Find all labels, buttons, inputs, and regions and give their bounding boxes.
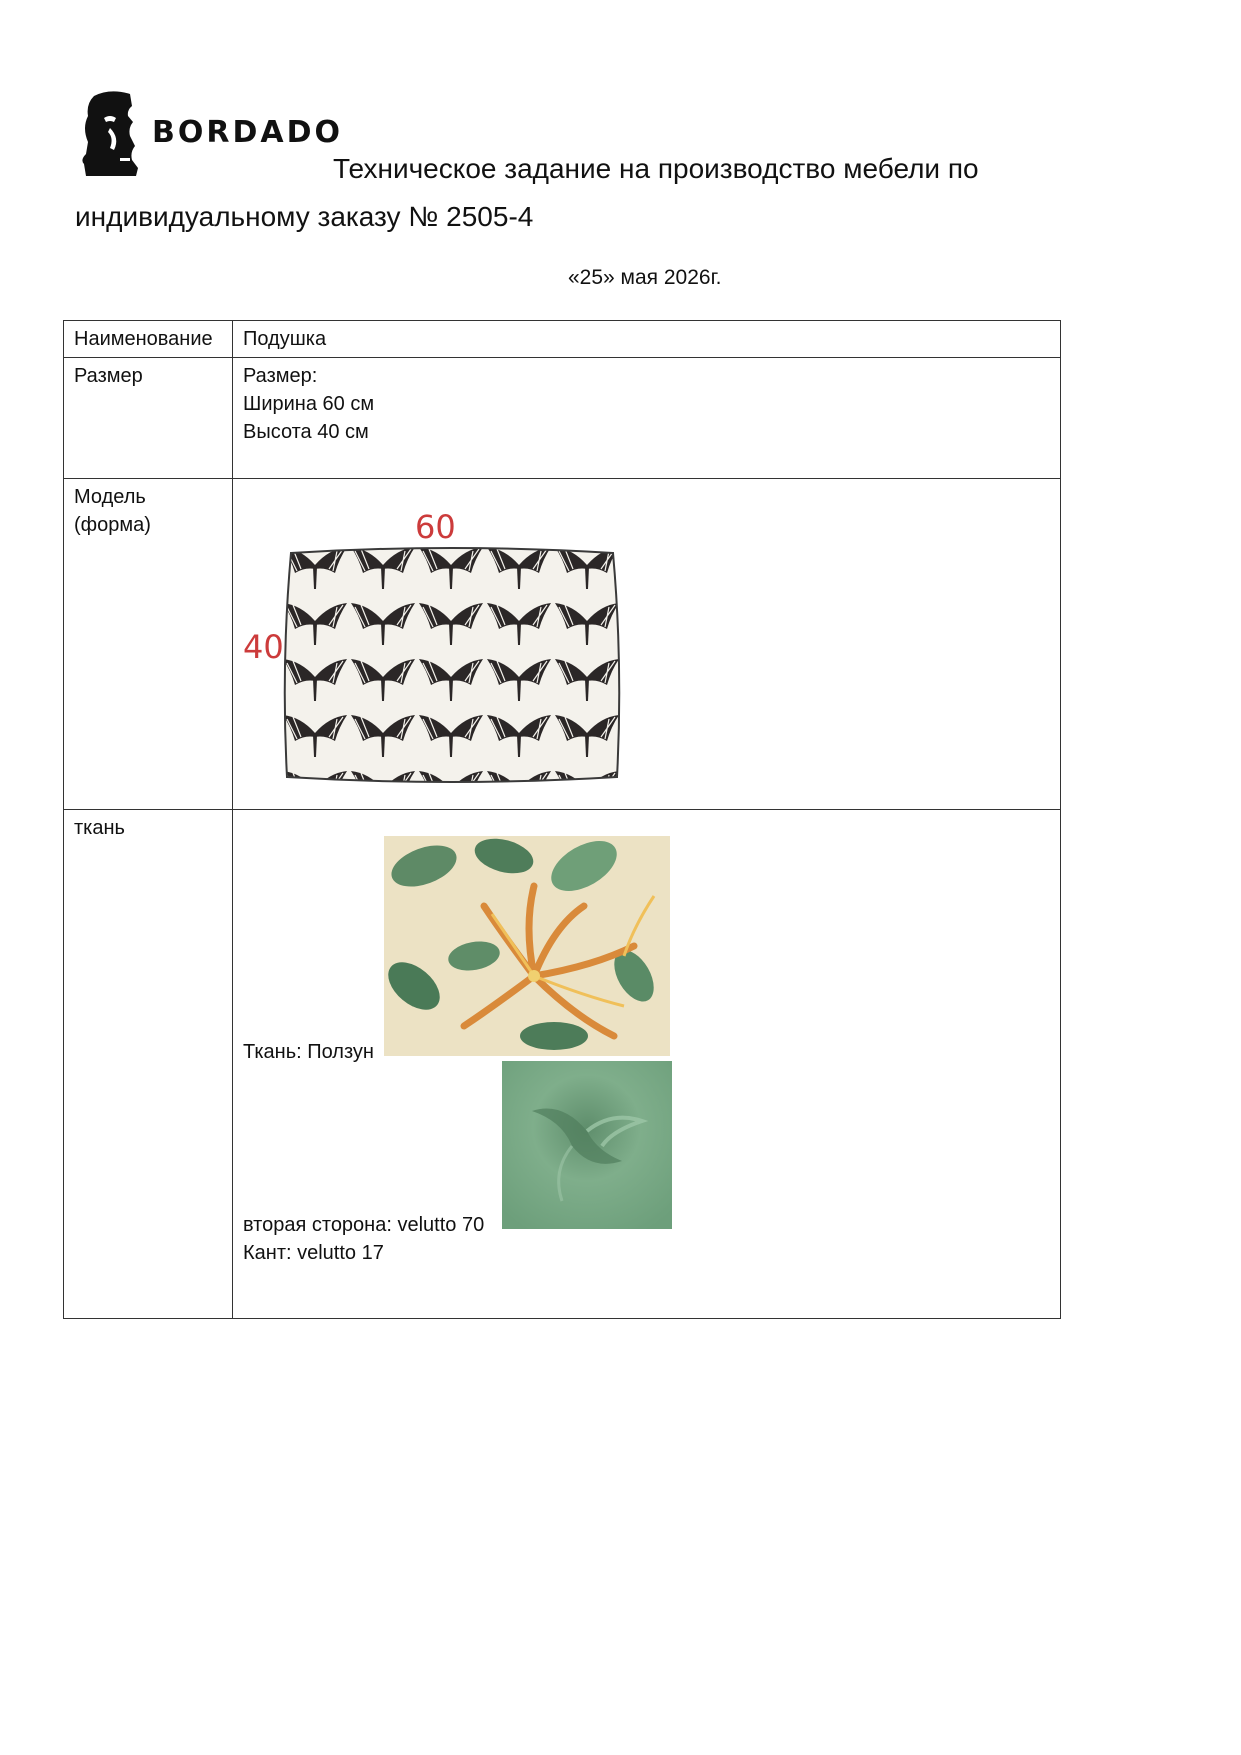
table-row-name xyxy=(64,321,1061,358)
piping-fabric-label: Кант: velutto 17 xyxy=(243,1242,384,1264)
green-velvet-swatch xyxy=(502,1061,672,1229)
row-value-size xyxy=(233,358,1061,479)
height-annotation: 40 xyxy=(243,628,284,666)
size-height: Высота 40 см xyxy=(243,421,369,443)
row-value-fabric xyxy=(233,810,1061,1319)
table-row-size xyxy=(64,358,1061,479)
document-title-line-2: индивидуальному заказу № 2505-4 xyxy=(75,201,534,232)
document-title-line-1: Техническое задание на производство мебели по xyxy=(333,153,979,184)
brand-logo xyxy=(80,88,343,178)
pillow-image xyxy=(281,545,623,785)
second-side-fabric-label: вторая сторона: velutto 70 xyxy=(243,1214,485,1236)
row-label: Размер xyxy=(64,358,233,479)
table-row-fabric xyxy=(64,810,1061,1319)
table-row-model xyxy=(64,479,1061,810)
size-width: Ширина 60 см xyxy=(243,393,375,415)
fabric-area xyxy=(243,814,1050,1314)
brand-name: BORDADO xyxy=(152,115,343,150)
main-fabric-label: Ткань: Ползун xyxy=(243,1041,374,1063)
row-label: Модель (форма) xyxy=(64,479,233,810)
floral-fabric-swatch xyxy=(384,836,670,1056)
row-value-model xyxy=(233,479,1061,810)
document-date: «25» мая 2026г. xyxy=(568,266,722,289)
moai-head-icon xyxy=(80,88,144,176)
model-image-area xyxy=(243,483,1050,803)
width-annotation: 60 xyxy=(415,508,456,546)
row-value-product: Подушка xyxy=(233,321,1061,358)
row-label: Наименование xyxy=(64,321,233,358)
row-label: ткань xyxy=(64,810,233,1319)
spec-table xyxy=(63,320,1061,1319)
size-heading: Размер: xyxy=(243,365,318,387)
